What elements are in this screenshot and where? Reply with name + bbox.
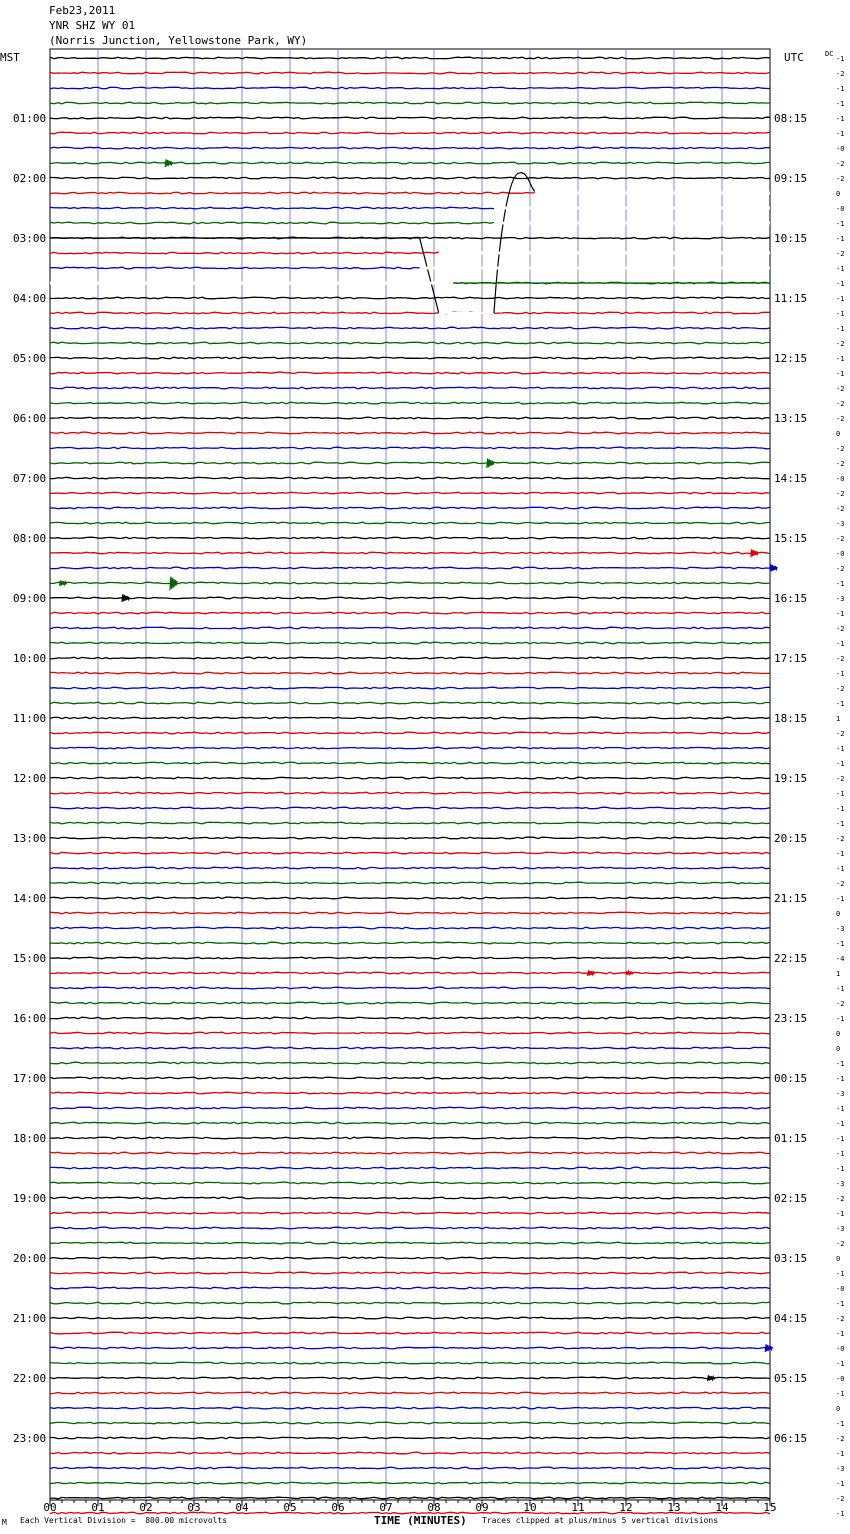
seismic-trace — [50, 642, 770, 644]
seismic-trace — [50, 732, 770, 734]
dc-offset-label: -1 — [836, 310, 845, 318]
mst-hour-label: 17:00 — [13, 1072, 47, 1085]
mst-hour-label: 10:00 — [13, 652, 47, 665]
seismic-trace — [50, 162, 770, 164]
dc-offset-label: -1 — [836, 820, 845, 828]
seismic-trace — [50, 1212, 770, 1214]
seismic-trace — [50, 72, 770, 74]
utc-hour-label: 14:15 — [774, 472, 808, 485]
seismic-trace — [50, 1182, 770, 1184]
seismic-trace — [50, 567, 770, 569]
utc-hour-label: 12:15 — [774, 352, 808, 365]
mst-hour-label: 22:00 — [13, 1372, 47, 1385]
mst-hour-label: 08:00 — [13, 532, 47, 545]
dc-offset-label: -3 — [836, 1090, 845, 1098]
seismic-trace — [50, 1392, 770, 1394]
seismic-trace — [50, 672, 770, 674]
dc-offset-label: -1 — [836, 1075, 845, 1083]
utc-hour-label: 01:15 — [774, 1132, 808, 1145]
seismic-trace — [50, 702, 770, 704]
dc-offset-label: -1 — [836, 640, 845, 648]
seismic-trace — [50, 822, 770, 824]
seismic-trace — [50, 957, 770, 959]
dc-offset-label: -3 — [836, 520, 845, 528]
seismic-trace — [50, 102, 770, 104]
dc-offset-label: -1 — [836, 580, 845, 588]
clipped-trace-segment — [494, 173, 535, 313]
x-tick-label: 14 — [715, 1501, 729, 1514]
mst-hour-label: 15:00 — [13, 952, 47, 965]
dc-offset-label: -1 — [836, 130, 845, 138]
dc-offset-label: -0 — [836, 1375, 845, 1383]
dc-offset-label: -1 — [836, 1120, 845, 1128]
x-axis-title: TIME (MINUTES) — [374, 1514, 467, 1527]
mst-hour-label: 04:00 — [13, 292, 47, 305]
mst-hour-label: 18:00 — [13, 1132, 47, 1145]
dc-offset-label: -1 — [836, 670, 845, 678]
dc-offset-label: -2 — [836, 505, 845, 513]
dc-offset-label: -1 — [836, 325, 845, 333]
dc-offset-label: -1 — [836, 1300, 845, 1308]
seismic-trace — [50, 432, 770, 434]
seismic-trace — [50, 1437, 770, 1439]
dc-offset-label: -2 — [836, 1315, 845, 1323]
utc-hour-label: 21:15 — [774, 892, 808, 905]
clip-note: Traces clipped at plus/minus 5 vertical divisions — [482, 1516, 719, 1525]
dc-offset-label: -1 — [836, 1390, 845, 1398]
mst-hour-label: 14:00 — [13, 892, 47, 905]
utc-hour-label: 20:15 — [774, 832, 808, 845]
x-tick-label: 00 — [43, 1501, 57, 1514]
dc-offset-label: -2 — [836, 565, 845, 573]
dc-offset-label: -1 — [836, 865, 845, 873]
seismic-trace — [50, 1482, 770, 1484]
seismic-trace — [50, 297, 770, 299]
seismic-trace — [50, 1092, 770, 1094]
utc-hour-label: 06:15 — [774, 1432, 808, 1445]
seismic-trace — [50, 1047, 770, 1049]
seismic-trace — [50, 1467, 770, 1469]
seismic-trace — [50, 1152, 770, 1154]
seismic-event — [487, 458, 494, 468]
dc-offset-label: -1 — [836, 370, 845, 378]
x-tick-label: 15 — [763, 1501, 777, 1514]
dc-offset-label: -1 — [836, 1450, 845, 1458]
x-tick-label: 07 — [379, 1501, 393, 1514]
dc-label: DC — [825, 50, 834, 58]
dc-offset-label: -2 — [836, 340, 845, 348]
dc-offset-label: -2 — [836, 775, 845, 783]
seismic-trace — [50, 1422, 770, 1424]
seismic-event — [588, 970, 595, 976]
seismic-trace — [50, 927, 770, 929]
dc-offset-label: -1 — [836, 1270, 845, 1278]
vertical-scale-note: Each Vertical Division = 800.00 microvolts — [20, 1516, 228, 1525]
dc-offset-label: -2 — [836, 400, 845, 408]
station-location: (Norris Junction, Yellowstone Park, WY) — [49, 34, 308, 47]
seismic-trace — [50, 807, 770, 809]
dc-offset-label: -1 — [836, 940, 845, 948]
dc-offset-label: -1 — [836, 1060, 845, 1068]
dc-offset-label: 0 — [836, 910, 841, 918]
x-tick-label: 05 — [283, 1501, 297, 1514]
seismic-trace — [50, 1302, 770, 1304]
dc-offset-label: -1 — [836, 745, 845, 753]
dc-offset-label: -2 — [836, 1195, 845, 1203]
dc-offset-label: -2 — [836, 160, 845, 168]
utc-hour-label: 16:15 — [774, 592, 808, 605]
x-tick-label: 11 — [571, 1501, 585, 1514]
utc-hour-label: 17:15 — [774, 652, 808, 665]
seismic-trace — [50, 1347, 770, 1349]
dc-offset-label: -2 — [836, 70, 845, 78]
dc-offset-label: -1 — [836, 295, 845, 303]
seismic-trace — [50, 417, 770, 419]
utc-hour-label: 10:15 — [774, 232, 808, 245]
seismic-trace — [50, 1452, 770, 1454]
utc-hour-label: 02:15 — [774, 1192, 808, 1205]
seismic-trace — [50, 447, 770, 449]
mst-hour-label: 01:00 — [13, 112, 47, 125]
dc-offset-label: -2 — [836, 535, 845, 543]
utc-hour-label: 22:15 — [774, 952, 808, 965]
seismic-trace — [50, 147, 770, 149]
seismic-trace — [50, 657, 770, 659]
dc-offset-label: -3 — [836, 1465, 845, 1473]
seismic-trace — [50, 762, 770, 764]
plot-date: Feb23,2011 — [49, 4, 116, 17]
utc-hour-label: 03:15 — [774, 1252, 808, 1265]
seismic-trace — [50, 867, 770, 869]
seismic-trace — [50, 1122, 770, 1124]
seismic-trace — [50, 852, 770, 854]
utc-label: UTC — [784, 51, 804, 64]
dc-offset-label: -0 — [836, 550, 845, 558]
seismic-trace — [50, 777, 770, 779]
seismic-trace — [50, 1242, 770, 1244]
seismic-trace — [50, 552, 770, 554]
dc-offset-label: 1 — [836, 970, 841, 978]
seismic-trace — [50, 312, 770, 314]
mst-hour-label: 20:00 — [13, 1252, 47, 1265]
seismic-trace — [50, 537, 770, 539]
clipped-trace-segment — [420, 238, 439, 313]
dc-offset-label: -2 — [836, 655, 845, 663]
dc-offset-label: -2 — [836, 1240, 845, 1248]
seismic-event — [165, 159, 172, 167]
dc-offset-label: -0 — [836, 145, 845, 153]
dc-offset-label: -2 — [836, 835, 845, 843]
mst-hour-label: 13:00 — [13, 832, 47, 845]
dc-offset-label: -2 — [836, 490, 845, 498]
dc-offset-label: 0 — [836, 1045, 841, 1053]
dc-offset-label: -1 — [836, 895, 845, 903]
dc-offset-label: -2 — [836, 1435, 845, 1443]
seismic-trace — [50, 792, 770, 794]
x-tick-label: 04 — [235, 1501, 249, 1514]
mst-hour-label: 03:00 — [13, 232, 47, 245]
seismic-trace — [50, 1167, 770, 1169]
seismic-trace — [50, 1377, 770, 1379]
seismic-trace — [50, 507, 770, 509]
dc-offset-label: -1 — [836, 1330, 845, 1338]
dc-offset-label: -1 — [836, 85, 845, 93]
seismic-trace — [50, 972, 770, 974]
dc-offset-label: 0 — [836, 190, 841, 198]
dc-offset-label: -1 — [836, 235, 845, 243]
dc-offset-label: -4 — [836, 955, 845, 963]
seismic-event — [765, 1344, 772, 1352]
seismic-trace — [50, 402, 770, 404]
seismic-trace — [50, 582, 770, 584]
seismic-trace — [50, 372, 770, 374]
seismic-trace — [50, 357, 770, 359]
dc-offset-label: -1 — [836, 790, 845, 798]
dc-offset-label: -2 — [836, 175, 845, 183]
x-tick-label: 06 — [331, 1501, 345, 1514]
dc-offset-label: -1 — [836, 610, 845, 618]
seismic-trace — [50, 342, 770, 344]
x-tick-label: 10 — [523, 1501, 537, 1514]
x-tick-label: 13 — [667, 1501, 681, 1514]
seismic-trace — [50, 132, 770, 134]
dc-offset-label: 0 — [836, 1255, 841, 1263]
utc-hour-label: 00:15 — [774, 1072, 808, 1085]
dc-offset-label: -2 — [836, 685, 845, 693]
seismic-event — [170, 577, 177, 590]
dc-offset-label: -0 — [836, 475, 845, 483]
dc-offset-label: -1 — [836, 1360, 845, 1368]
seismic-trace — [50, 1017, 770, 1019]
seismic-event — [60, 580, 67, 586]
dc-offset-label: -2 — [836, 1495, 845, 1503]
seismic-event — [751, 549, 758, 557]
seismic-trace — [50, 1497, 770, 1499]
seismic-event — [708, 1375, 715, 1381]
dc-offset-label: -1 — [836, 1510, 845, 1518]
mst-hour-label: 21:00 — [13, 1312, 47, 1325]
seismic-trace — [50, 612, 770, 614]
dc-offset-label: -2 — [836, 460, 845, 468]
seismic-event — [626, 971, 633, 975]
dc-offset-label: -1 — [836, 1165, 845, 1173]
utc-hour-label: 23:15 — [774, 1012, 808, 1025]
dc-offset-label: -2 — [836, 625, 845, 633]
seismic-trace — [50, 177, 770, 179]
seismic-trace — [50, 87, 770, 89]
seismic-trace — [50, 912, 770, 914]
seismic-trace — [50, 897, 770, 899]
seismic-trace — [50, 1107, 770, 1109]
seismic-trace — [50, 1332, 770, 1334]
x-tick-label: 08 — [427, 1501, 441, 1514]
seismic-trace — [50, 462, 770, 464]
dc-offset-label: -2 — [836, 415, 845, 423]
dc-offset-label: 0 — [836, 430, 841, 438]
dc-offset-label: -2 — [836, 1000, 845, 1008]
dc-offset-label: -1 — [836, 1135, 845, 1143]
dc-offset-label: 1 — [836, 715, 841, 723]
dc-offset-label: -1 — [836, 265, 845, 273]
dc-offset-label: -1 — [836, 1150, 845, 1158]
seismic-trace — [50, 1137, 770, 1139]
seismic-trace — [50, 1227, 770, 1229]
seismic-trace — [50, 747, 770, 749]
seismic-trace — [50, 837, 770, 839]
seismic-event — [122, 594, 129, 602]
dc-offset-label: -1 — [836, 805, 845, 813]
station-code: YNR SHZ WY 01 — [49, 19, 136, 32]
seismic-trace — [50, 1002, 770, 1004]
dc-offset-label: -1 — [836, 115, 845, 123]
dc-offset-label: -2 — [836, 730, 845, 738]
dc-offset-label: -1 — [836, 700, 845, 708]
dc-offset-label: -2 — [836, 445, 845, 453]
dc-offset-label: -3 — [836, 1180, 845, 1188]
seismic-trace — [50, 57, 770, 59]
x-tick-label: 03 — [187, 1501, 201, 1514]
dc-offset-label: -3 — [836, 595, 845, 603]
utc-hour-label: 08:15 — [774, 112, 808, 125]
dc-offset-label: -3 — [836, 925, 845, 933]
utc-hour-label: 19:15 — [774, 772, 808, 785]
dc-offset-label: -1 — [836, 1105, 845, 1113]
dc-offset-label: -0 — [836, 1285, 845, 1293]
seismic-trace — [50, 942, 770, 944]
seismic-trace — [50, 1077, 770, 1079]
utc-hour-label: 09:15 — [774, 172, 808, 185]
mst-hour-label: 06:00 — [13, 412, 47, 425]
seismic-trace — [50, 327, 770, 329]
dc-offset-label: -0 — [836, 205, 845, 213]
seismic-trace — [50, 1362, 770, 1364]
seismic-trace — [50, 117, 770, 119]
mst-label: MST — [0, 51, 20, 64]
seismic-trace — [50, 477, 770, 479]
utc-hour-label: 04:15 — [774, 1312, 808, 1325]
dc-offset-label: -1 — [836, 1420, 845, 1428]
seismic-trace — [50, 1257, 770, 1259]
dc-offset-label: -1 — [836, 1480, 845, 1488]
mst-hour-label: 19:00 — [13, 1192, 47, 1205]
dc-offset-label: -1 — [836, 220, 845, 228]
x-tick-label: 01 — [91, 1501, 105, 1514]
mst-hour-label: 05:00 — [13, 352, 47, 365]
seismic-trace — [50, 1317, 770, 1319]
seismic-event — [770, 564, 777, 572]
footer-mark: M — [2, 1518, 7, 1527]
dc-offset-label: -0 — [836, 1345, 845, 1353]
utc-hour-label: 18:15 — [774, 712, 808, 725]
utc-hour-label: 15:15 — [774, 532, 808, 545]
mst-hour-label: 12:00 — [13, 772, 47, 785]
seismic-trace — [50, 687, 770, 689]
seismic-trace — [50, 387, 770, 389]
dc-offset-label: -1 — [836, 760, 845, 768]
seismic-trace — [50, 597, 770, 599]
mst-hour-label: 02:00 — [13, 172, 47, 185]
dc-offset-label: 0 — [836, 1405, 841, 1413]
seismic-trace — [50, 1407, 770, 1409]
seismic-trace — [50, 522, 770, 524]
seismic-trace — [50, 1272, 770, 1274]
mst-hour-label: 07:00 — [13, 472, 47, 485]
dc-offset-label: -3 — [836, 1225, 845, 1233]
mst-hour-label: 23:00 — [13, 1432, 47, 1445]
utc-hour-label: 11:15 — [774, 292, 808, 305]
dc-offset-label: -2 — [836, 880, 845, 888]
seismic-trace — [50, 882, 770, 884]
mst-hour-label: 09:00 — [13, 592, 47, 605]
seismic-trace — [50, 1032, 770, 1034]
x-tick-label: 02 — [139, 1501, 153, 1514]
x-tick-label: 12 — [619, 1501, 633, 1514]
seismic-trace — [50, 1287, 770, 1289]
dc-offset-label: 0 — [836, 1030, 841, 1038]
mst-hour-label: 16:00 — [13, 1012, 47, 1025]
dc-offset-label: -1 — [836, 280, 845, 288]
dc-offset-label: -1 — [836, 1210, 845, 1218]
dc-offset-label: -1 — [836, 100, 845, 108]
x-tick-label: 09 — [475, 1501, 489, 1514]
dc-offset-label: -1 — [836, 55, 845, 63]
seismic-trace — [50, 1062, 770, 1064]
utc-hour-label: 13:15 — [774, 412, 808, 425]
dc-offset-label: -2 — [836, 385, 845, 393]
dc-offset-label: -2 — [836, 250, 845, 258]
seismic-trace — [50, 717, 770, 719]
utc-hour-label: 05:15 — [774, 1372, 808, 1385]
mst-hour-label: 11:00 — [13, 712, 47, 725]
dc-offset-label: -1 — [836, 355, 845, 363]
dc-offset-label: -1 — [836, 985, 845, 993]
seismic-trace — [50, 627, 770, 629]
seismic-trace — [50, 492, 770, 494]
dc-offset-label: -1 — [836, 850, 845, 858]
seismic-trace — [50, 987, 770, 989]
seismic-trace — [50, 1197, 770, 1199]
dc-offset-label: -1 — [836, 1015, 845, 1023]
